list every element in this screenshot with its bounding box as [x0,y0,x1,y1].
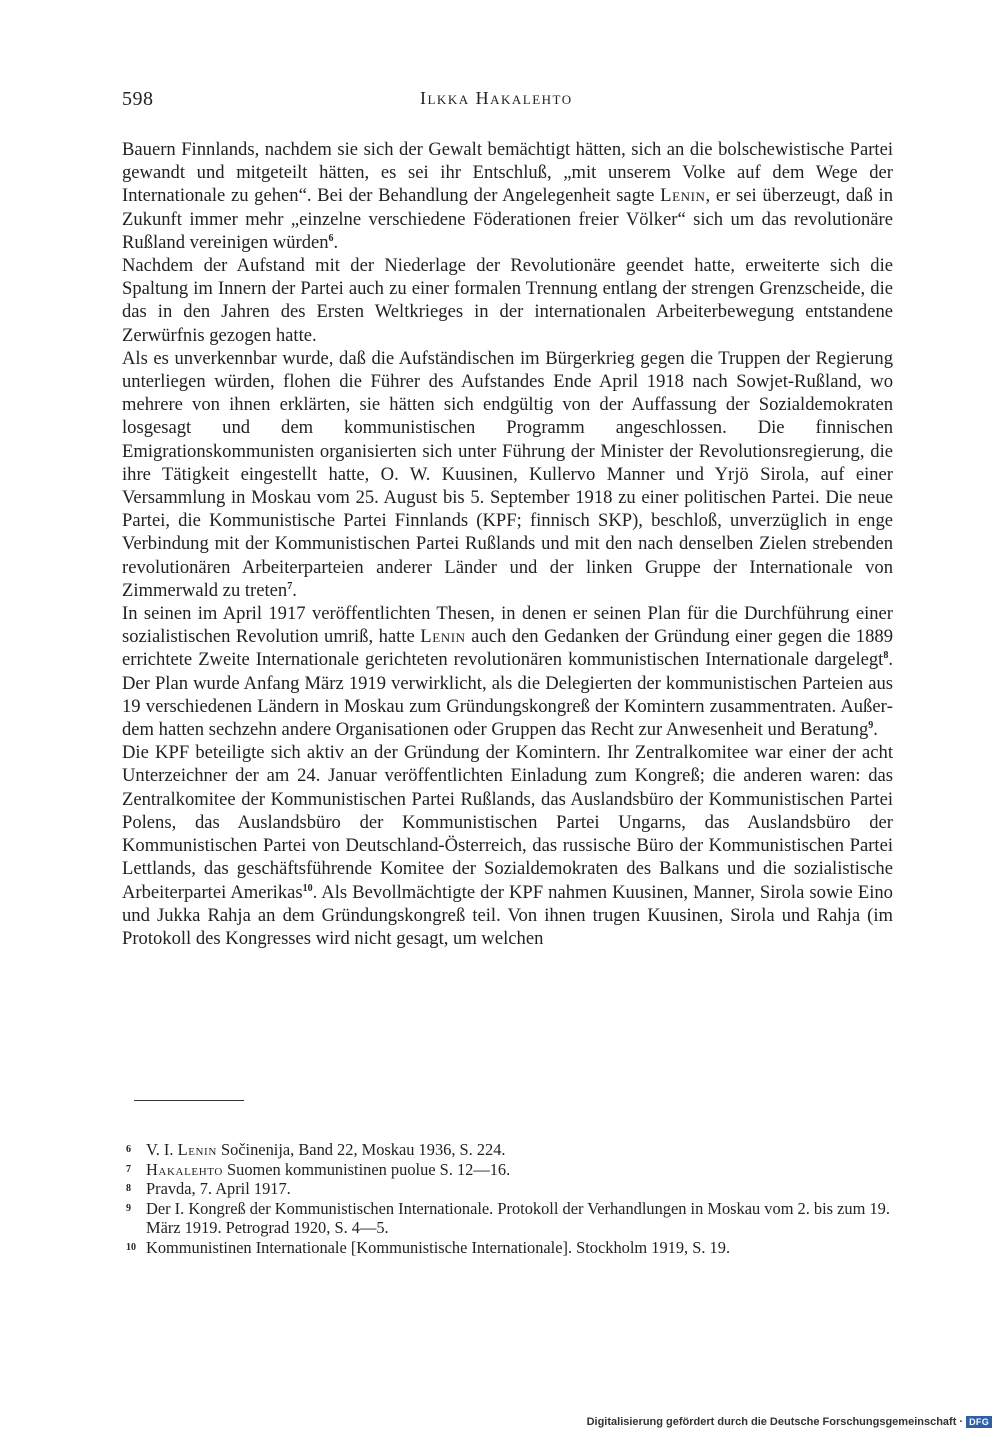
paragraph [122,347,893,602]
footnote-text [146,1140,897,1160]
page-number: 598 [122,88,154,110]
credit-text: Digitalisierung gefördert durch die Deutsche Forschungsgemeinschaft · [586,1416,964,1428]
text-run: V. I. [146,1140,178,1159]
paragraph [122,602,893,741]
paragraph [122,254,893,347]
digitization-credit [587,1416,992,1428]
footnote-reference: 8 [883,650,889,662]
footnote [122,1160,897,1180]
footnote-number: 10 [126,1241,136,1253]
running-head: Ilkka Hakalehto [420,88,573,108]
dfg-logo-icon: DFG [966,1416,992,1428]
footnote-text [146,1160,897,1180]
footnote-number: 6 [126,1144,131,1155]
text-run: Die KPF beteiligte sich aktiv an der Gründung der Komintern. Ihr Zentralkomitee war einer der acht Unterzeichner der am 24. Januar veröffentlichten Einladung zum Kongreß; die anderen waren: das Zentralkomitee der Kommunistischen Partei Rußlands, das Auslandsbüro der Kommunistischen Partei Polens, das Auslandsbüro der Kommunistischen Partei Ungarns, das Auslandsbüro der Kommunistischen Partei von Deutschland-Österreich, das russische Büro der Kommunistischen Partei Lettlands, das geschäftsführende Komitee der Sozialdemokraten des Balkans und die sozialistische Arbeiterpartei Amerikas [122,742,893,903]
footnote-number: 7 [126,1163,131,1175]
author-name: Hakalehto [146,1159,223,1179]
text-run: . Der Plan wurde Anfang März 1919 verwirklicht, als die Delegierten der kommunistischen Parteien aus 19 verschiedenen Ländern in Moskau zum Gründungskongreß der Komintern zusammentraten. Außerdem hatten sechzehn andere Organisationen oder Gruppen das Recht zur Anwesenheit und Beratung [122,649,893,741]
footnote-reference: 9 [868,719,874,731]
text-run: Kommunistinen Internationale [Kommunistische Internationale]. Stockholm 1919, S. 19. [146,1237,731,1257]
footnote [122,1238,897,1258]
text-run: Als es unverkennbar wurde, daß die Aufständischen im Bürgerkrieg gegen die Truppen der Regierung unterliegen würden, flohen die Führer des Aufstandes Ende April 1918 nach Sowjet-Rußland, wo mehrere von ihnen erklärten, sie hätten sich endgültig von der Auffassung der Sozialdemokraten losgesagt und dem kommunistischen Programm angeschlossen. Die finnischen Emigrationskommunisten organisierten sich unter Führung der Minister der Revolutionsregierung, die ihre Tätigkeit eingestellt hatte, O. W. Kuusinen, Kullervo Manner und Yrjö Sirola, auf einer Versammlung in Moskau vom 25. August bis 5. September 1918 zu einer politischen Partei. Die neue Partei, die Kommunistische Partei Finnlands (KPF; finnisch SKP), beschloß, unverzüglich in enge Verbindung mit der Kommunistischen Partei Rußlands und mit den nach denselben Zielen strebenden revolutionären Arbeiterparteien anderer Länder und der linken Gruppe der Internationale von Zimmerwald zu treten [122,347,893,601]
text-run: In seinen im April 1917 veröffentlichten Thesen, in denen er seinen Plan für die Durchführung einer sozialistischen Revolution umriß, hatte [122,603,893,648]
text-run: . [292,579,297,601]
text-run: Pravda, 7. April 1917. [146,1179,291,1198]
text-run: Nachdem der Aufstand mit der Niederlage der Revolutionäre geendet hatte, erweiterte sich die Spaltung im Innern der Partei auch zu einer formalen Trennung entlang der strengen Grenzscheide, die das in den Jahren des Ersten Weltkrieges in der internationalen Arbeiterbewegung entstandene Zerwürfnis gezogen hatte. [122,255,893,346]
footnote-text [146,1179,897,1199]
body-text [122,138,893,950]
footnote-text [146,1238,897,1258]
text-run: Suomen kommunistinen puolue S. 12—16. [222,1159,511,1179]
footnote [122,1179,897,1199]
paragraph [122,741,893,950]
text-run: , er sei überzeugt, daß in Zukunft immer mehr „einzelne verschiedene Föderationen freier Völker“ sich um das revolutionäre Rußland vereinigen würden [122,185,893,253]
text-run: . [873,719,878,741]
author-name: Lenin [660,185,706,207]
text-run: auch den Gedanken der Gründung einer gegen die 1889 errichtete Zweite Internationale gerichteten revolutionären kommunistischen Internationale dargelegt [122,626,893,671]
footnote-number: 8 [126,1183,131,1194]
text-run: . [333,231,339,253]
footnote-rule [134,1100,244,1101]
footnote [122,1140,897,1160]
footnote-reference: 10 [302,882,313,894]
text-run: Sočinenija, Band 22, Moskau 1936, S. 224. [216,1140,506,1159]
author-name: Lenin [420,626,466,648]
footnote-reference: 7 [287,580,293,592]
text-run: Bauern Finnlands, nachdem sie sich der Gewalt bemächtigt hätten, sich an die bolschewistische Partei gewandt und mitgeteilt hätten, es sei ihr Entschluß, „mit unserem Volke auf dem Wege der Internationale zu gehen“. Bei der Behandlung der Angelegenheit sagte [122,139,893,207]
footnote-number: 9 [126,1202,131,1214]
footnote-text [146,1199,897,1238]
paragraph [122,138,893,254]
footnote [122,1199,897,1238]
author-name: Lenin [177,1140,217,1159]
text-run: . Als Bevollmächtigte der KPF nahmen Kuusinen, Manner, Sirola sowie Eino und Jukka Rahja an dem Gründungskongreß teil. Von ihnen trugen Kuusinen, Sirola und Rahja (im Protokoll des Kongresses wird nicht gesagt, um welchen [122,881,893,949]
footnote-reference: 6 [328,232,334,244]
footnotes [122,1140,897,1257]
text-run: Der I. Kongreß der Kommunistischen Internationale. Protokoll der Verhandlungen in Moskau vom 2. bis zum 19. März 1919. Petrograd 1920, S. 4—5. [146,1198,890,1237]
